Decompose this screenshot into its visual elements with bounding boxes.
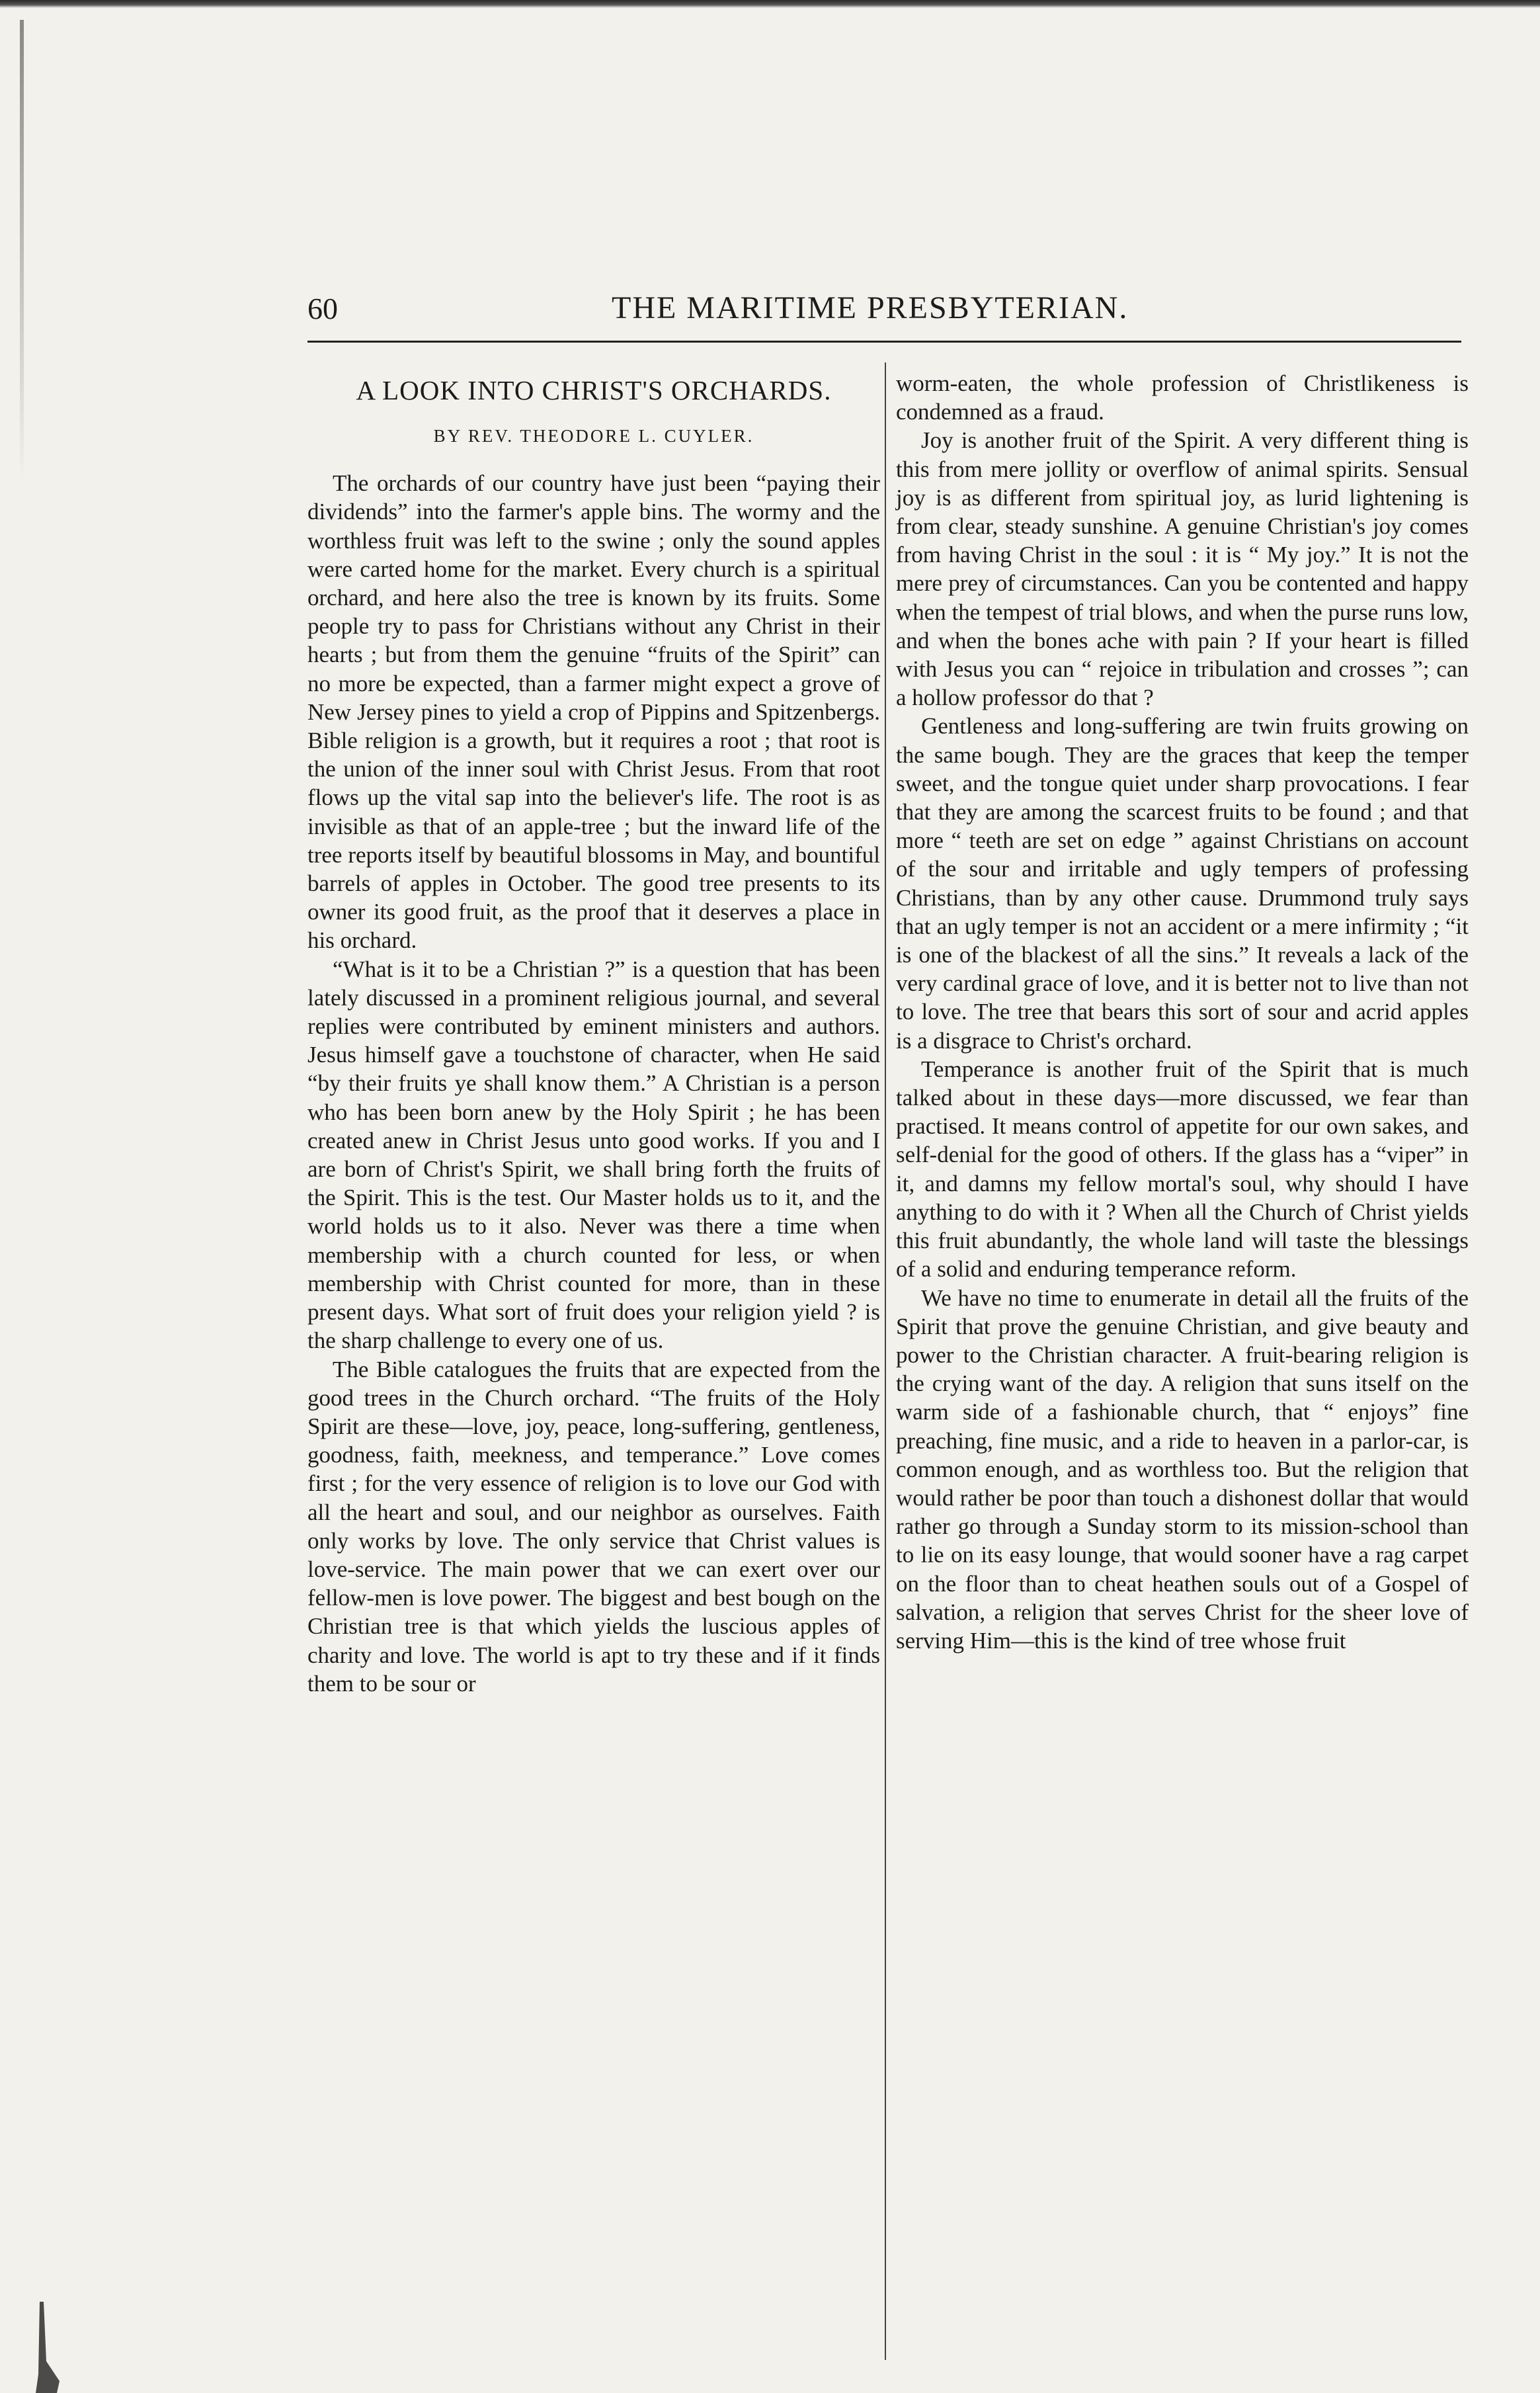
scan-binding-edge	[20, 20, 24, 483]
paragraph: Temperance is another fruit of the Spirit that is much talked about in these days—more discussed, we fear than practised. It means control of appetite for our own sakes, and self-denial for the good of others. If the glass has a “viper” in it, and damns my fellow mortal's soul, why should I have anything to do with it ? When all the Church of Christ yields this fruit abundantly, the whole land will taste the blessings of a solid and enduring temperance reform.	[896, 1056, 1469, 1282]
paragraph: “What is it to be a Christian ?” is a question that has been lately discussed in a prominent religious journal, and several replies were contributed by eminent ministers and authors. Jesus himself gave a touchstone of character, when He said “by their fruits ye shall know them.” A Christian is a person who has been born anew by the Holy Spirit ; he has been created anew in Christ Jesus unto good works. If you and I are born of Christ's Spirit, we shall bring forth the fruits of the Spirit. This is the test. Our Master holds us to it, and the world holds us to it also. Never was there a time when membership with a church counted for less, or when membership with Christ counted for more, than in these present days. What sort of fruit does your religion yield ? is the sharp challenge to every one of us.	[307, 956, 880, 1354]
article-title: A LOOK INTO CHRIST'S ORCHARDS.	[356, 375, 832, 405]
paragraph: We have no time to enumerate in detail all the fruits of the Spirit that prove the genuine Christian, and give beauty and power to the Christian character. A fruit-bearing religion is the crying want of the day. A religion that suns itself on the warm side of a fashionable church, that “ enjoys” fine preaching, fine music, and a ride to heaven in a parlor-car, is common enough, and as worthless too. But the religion that would rather be poor than touch a dishonest dollar that would rather go through a Sunday storm to its mission-school than to lie on its easy lounge, that would sooner have a rag carpet on the floor than to cheat heathen souls out of a Gospel of salvation, a religion that serves Christ for the sheer love of serving Him—this is the kind of tree whose fruit	[896, 1284, 1469, 1654]
paragraph: The Bible catalogues the fruits that are expected from the good trees in the Church orchard. “The fruits of the Holy Spirit are these—love, joy, peace, long-suffering, gentleness, goodness, faith, meekness, and temperance.” Love comes first ; for the very essence of religion is to love our God with all the heart and soul, and our neighbor as ourselves. Faith only works by love. The only service that Christ values is love-service. The main power that we can exert over our fellow-men is love power. The biggest and best bough on the Christian tree is that which yields the luscious apples of charity and love. The world is apt to try these and if it finds them to be sour or	[307, 1356, 880, 1697]
article-byline: BY REV. THEODORE L. CUYLER.	[433, 426, 754, 446]
scan-corner-mark	[26, 2302, 66, 2393]
running-title: THE MARITIME PRESBYTERIAN.	[612, 290, 1129, 325]
page-top-edge	[0, 0, 1540, 8]
paragraph: worm-eaten, the whole profession of Christlikeness is condemned as a fraud.	[896, 370, 1469, 425]
paragraph: The orchards of our country have just been “paying their dividends” into the farmer's apple bins. The wormy and the worthless fruit was left to the swine ; only the sound apples were carted home for the market. Every church is a spiritual orchard, and here also the tree is known by its fruits. Some people try to pass for Christians without any Christ in their hearts ; but from them the genuine “fruits of the Spirit” can no more be expected, than a farmer might expect a grove of New Jersey pines to yield a crop of Pippins and Spitzenbergs. Bible religion is a growth, but it requires a root ; that root is the union of the inner soul with Christ Jesus. From that root flows up the vital sap into the believer's life. The root is as invisible as that of an apple-tree ; but the inward life of the tree reports itself by beautiful blossoms in May, and bountiful barrels of apples in October. The good tree presents to its owner its good fruit, as the proof that it deserves a place in his orchard.	[307, 470, 880, 954]
column-divider	[885, 362, 886, 2360]
page-header	[307, 286, 1461, 332]
paragraph: Joy is another fruit of the Spirit. A very different thing is this from mere jollity or overflow of animal spirits. Sensual joy is as different from spiritual joy, as lurid lightening is from clear, steady sunshine. A genuine Christian's joy comes from having Christ in the soul : it is “ My joy.” It is not the mere prey of circumstances. Can you be contented and happy when the tempest of trial blows, and when the purse runs low, and when the bones ache with pain ? If your heart is filled with Jesus you can “ rejoice in tribulation and crosses ”; can a hollow professor do that ?	[896, 427, 1469, 711]
header-rule	[307, 341, 1461, 343]
page-number: 60	[307, 292, 338, 325]
left-column	[307, 369, 880, 1698]
right-column	[896, 369, 1469, 1655]
paragraph: Gentleness and long-suffering are twin fruits growing on the same bough. They are the graces that keep the temper sweet, and the tongue quiet under sharp provocations. I fear that they are among the scarcest fruits to be found ; and that more “ teeth are set on edge ” against Christians on account of the sour and irritable and ugly tempers of professing Christians, than by any other cause. Drummond truly says that an ugly temper is not an accident or a mere infirmity ; “it is one of the blackest of all the sins.” It reveals a lack of the very cardinal grace of love, and it is better not to live than not to love. The tree that bears this sort of sour and acrid apples is a disgrace to Christ's orchard.	[896, 713, 1469, 1054]
